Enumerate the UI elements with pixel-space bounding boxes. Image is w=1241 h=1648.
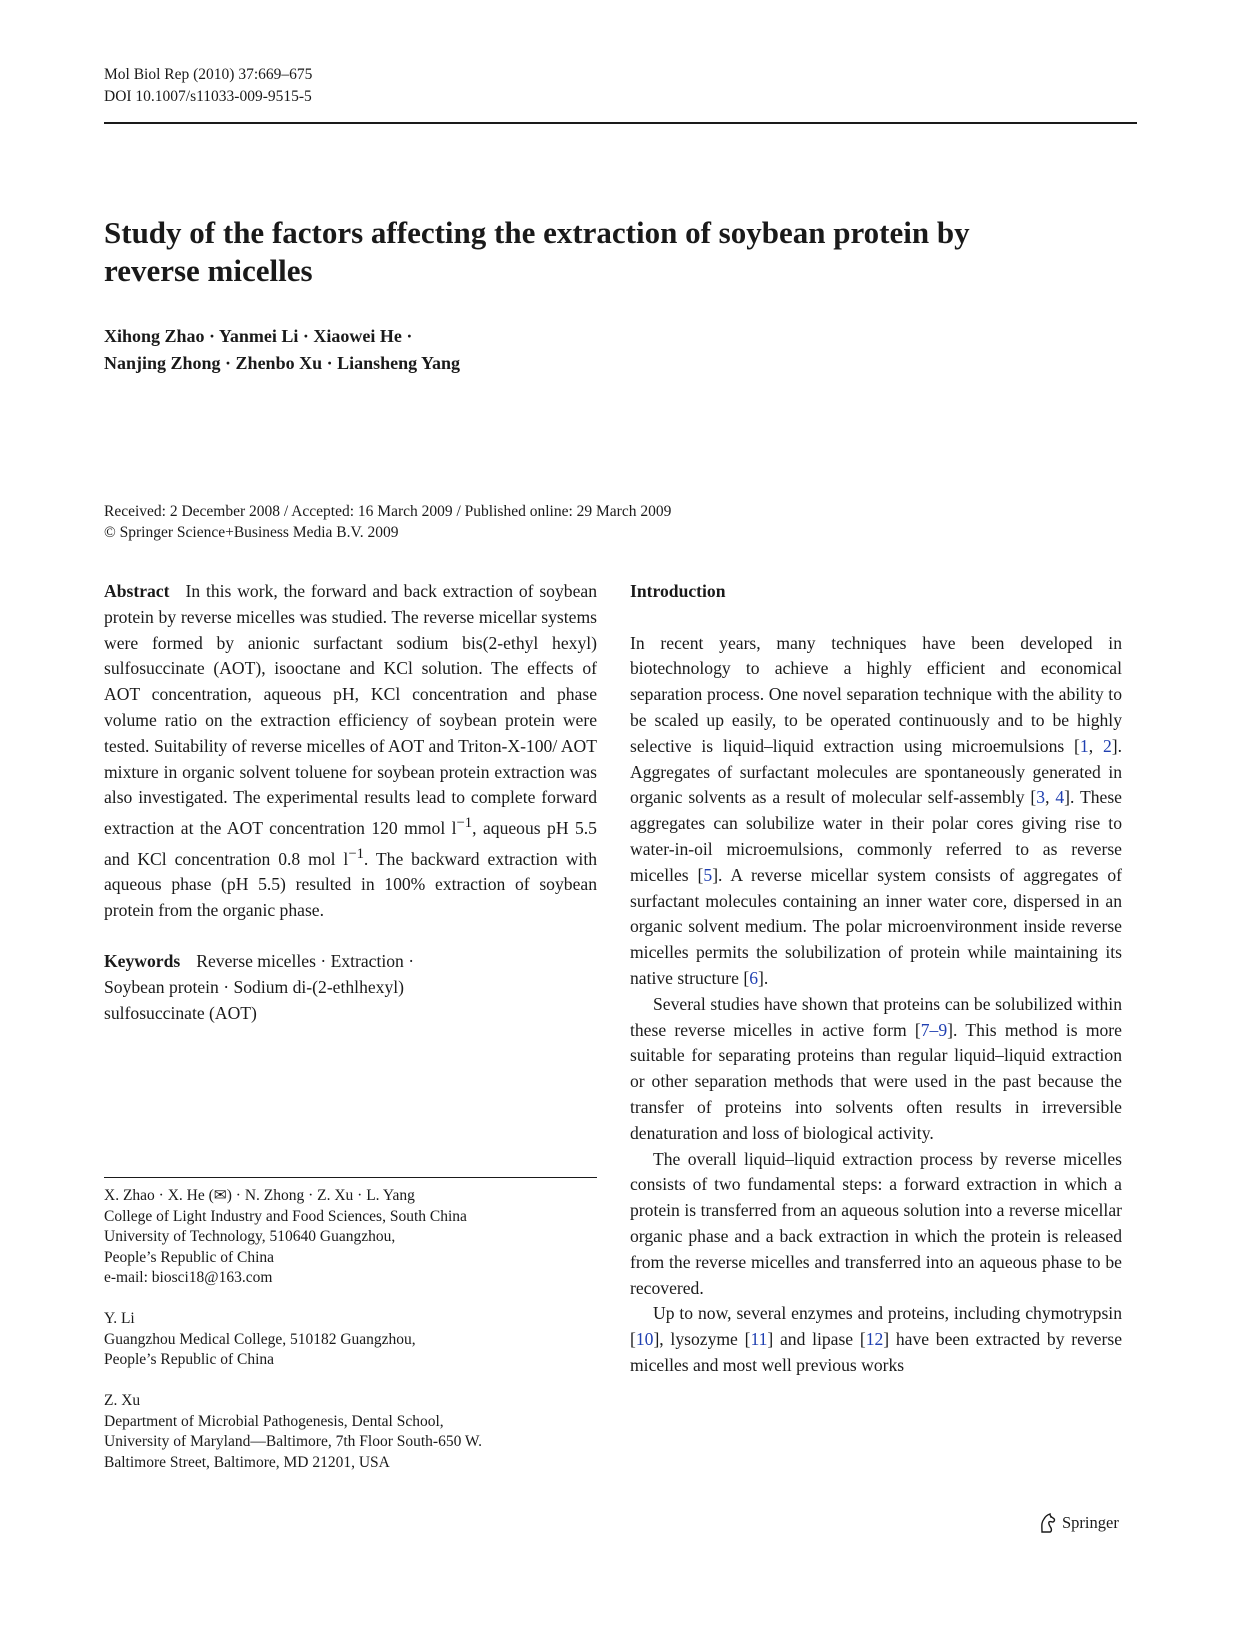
affiliation-block: Y. Li Guangzhou Medical College, 510182 Guangzhou, People’s Republic of China (104, 1310, 416, 1368)
affiliation-block: Z. Xu Department of Microbial Pathogenesis, Dental School, University of Maryland—Baltimore, 7th Floor South-650 W. Baltimore Street, Baltimore, MD 21201, USA (104, 1392, 483, 1471)
affiliations (104, 1186, 604, 1494)
abstract-label: Abstract (104, 581, 170, 601)
right-column (630, 579, 1122, 1379)
publisher-logo (1038, 1512, 1119, 1534)
copyright-line: © Springer Science+Business Media B.V. 2009 (104, 524, 399, 541)
citation-link[interactable]: 4 (1055, 787, 1065, 808)
abstract: Abstract In this work, the forward and back extraction of soybean protein by reverse micelles was studied. The reverse micellar systems were formed by anionic surfactant sodium bis(2-ethyl hexyl) sulfosuccinate (AOT), isooctane and KCl solution. The effects of AOT concentration, aqueous pH, KCl concentration and phase volume ratio on the extraction efficiency of soybean protein were tested. Suitability of reverse micelles of AOT and Triton-X-100/ AOT mixture in organic solvent toluene for soybean protein extraction was also investigated. The experimental results lead to complete forward extraction at the AOT concentration 120 mmol $l^{-1}$, aqueous pH 5.5 and KCl concentration 0.8 mol $l^{-1}$. The backward extraction with aqueous phase (pH 5.5) resulted in 100% extraction of soybean protein from the organic phase. (104, 581, 598, 921)
citation-link[interactable]: 5 (703, 864, 713, 885)
email-link[interactable]: e-mail: biosci18@163.com (104, 1269, 273, 1286)
keywords-label: Keywords (104, 951, 181, 972)
author-list (104, 323, 460, 377)
left-column (104, 579, 597, 1026)
publication-dates (104, 501, 671, 543)
paragraph: In recent years, many techniques have been developed in biotechnology to achieve a highly efficient and economical separation process. One novel separation technique with the ability to be scaled up easily, to be operated continuously and to be highly selective is liquid–liquid extraction using microemulsions [1, 2]. Aggregates of surfactant molecules are spontaneously generated in organic solvents as a result of molecular self-assembly [3, 4]. These aggregates can solubilize water in their polar cores giving rise to water-in-oil microemulsions, commonly referred to as reverse micelles [5]. A reverse micellar system consists of aggregates of surfactant molecules containing an inner water core, dispersed in an organic solvent medium. The polar microenvironment inside reverse micelles permits the solubilization of protein while maintaining its native structure [6]. (630, 632, 1122, 988)
paragraph: Several studies have shown that proteins can be solubilized within these reverse micelles in active form [7–9]. This method is more suitable for separating proteins than regular liquid–liquid extraction or other separation methods that were used in the past because the transfer of proteins into solvents often results in irreversible denaturation and loss of biological activity. (630, 993, 1122, 1143)
citation-link[interactable]: 12 (865, 1329, 884, 1350)
publisher-name: Springer (1062, 1513, 1119, 1532)
doi[interactable]: DOI 10.1007/s11033-009-9515-5 (104, 88, 312, 105)
affiliation-rule (104, 1177, 597, 1178)
authors-line: Nanjing Zhong · Zhenbo Xu · Liansheng Yang (104, 353, 460, 373)
keywords: Keywords Reverse micelles · Extraction · Soybean protein · Sodium di-(2-ethlhexyl) sulfosuccinate (AOT) (104, 951, 415, 1023)
journal-header (104, 64, 312, 108)
citation-link[interactable]: 1 (1079, 735, 1089, 756)
paragraph: Up to now, several enzymes and proteins, including chymotrypsin [10], lysozyme [11] and lipase [12] have been extracted by reverse micelles and most well previous works (630, 1303, 1123, 1375)
affiliation-block: X. Zhao · X. He (✉) · N. Zhong · Z. Xu · L. Yang College of Light Industry and Food Sciences, South China University of Technology, 510640 Guangzhou, People’s Republic of China e-mail: biosci18@163.com (104, 1186, 604, 1289)
citation-link[interactable]: 2 (1102, 735, 1112, 756)
section-heading-introduction: Introduction (630, 581, 726, 601)
citation-link[interactable]: 11 (750, 1329, 768, 1350)
journal-citation: Mol Biol Rep (2010) 37:669–675 (104, 66, 313, 83)
history-dates: Received: 2 December 2008 / Accepted: 16 March 2009 / Published online: 29 March 2009 (104, 503, 672, 520)
citation-link[interactable]: 3 (1036, 787, 1046, 808)
header-rule (104, 122, 1137, 124)
springer-horse-icon (1038, 1512, 1058, 1534)
citation-link[interactable]: 10 (635, 1329, 654, 1350)
paragraph: The overall liquid–liquid extraction process by reverse micelles consists of two fundamental steps: a forward extraction in which a protein is transferred from an aqueous solution into a reverse micellar organic phase and a back extraction in which the protein is released from the reverse micelles and transferred into an aqueous phase to be recovered. (630, 1148, 1122, 1298)
article-title: Study of the factors affecting the extraction of soybean protein by reverse micelles (104, 215, 970, 288)
citation-link[interactable]: 6 (749, 967, 758, 988)
authors-line: Xihong Zhao · Yanmei Li · Xiaowei He · (104, 326, 413, 346)
citation-link[interactable]: 7–9 (920, 1019, 948, 1040)
